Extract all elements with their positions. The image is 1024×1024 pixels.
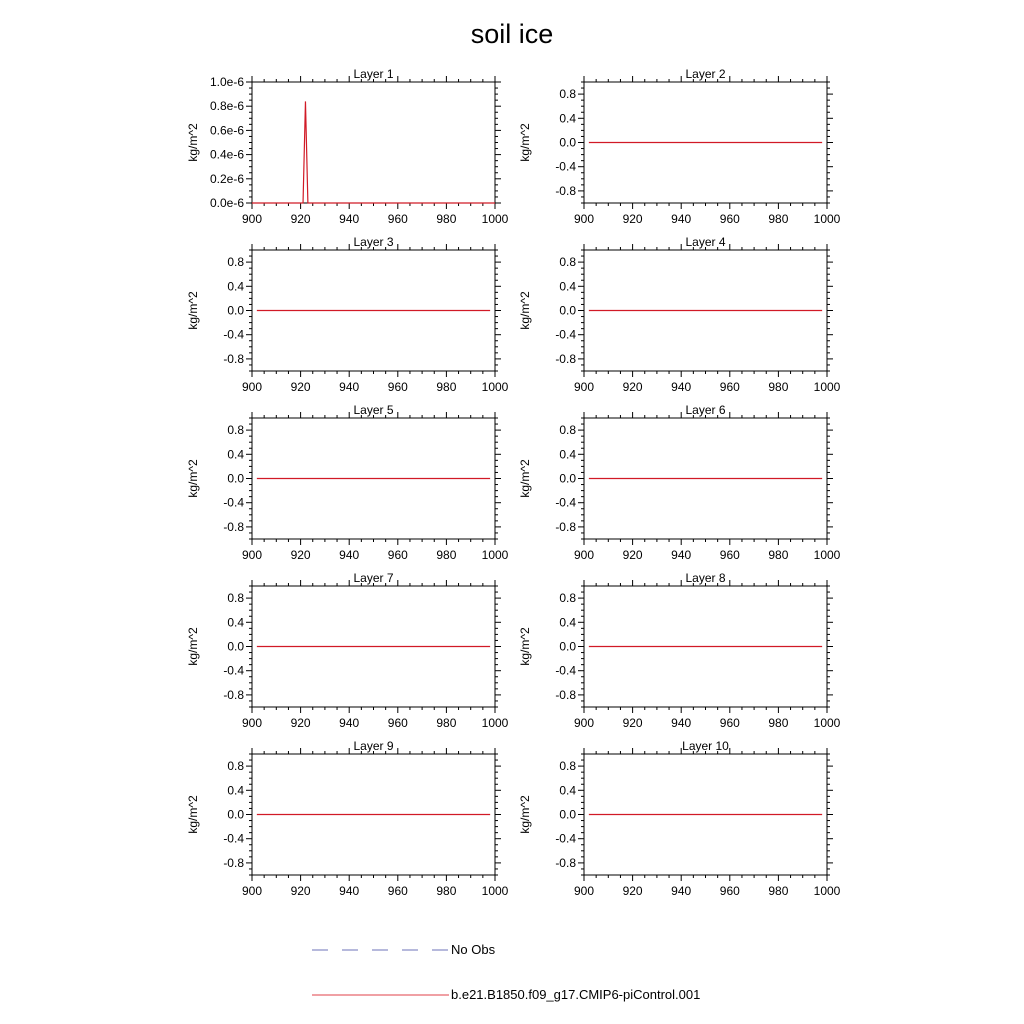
x-tick-label: 920	[622, 380, 643, 394]
x-tick-label: 920	[622, 716, 643, 730]
x-tick-label: 960	[387, 212, 408, 226]
y-tick-label: -0.4	[223, 495, 244, 510]
y-tick-label: 0.8	[559, 591, 576, 606]
y-axis-label: kg/m^2	[186, 627, 200, 666]
y-axis-label: kg/m^2	[186, 123, 200, 162]
legend-label-model: b.e21.B1850.f09_g17.CMIP6-piControl.001	[451, 987, 701, 1002]
x-tick-label: 980	[768, 548, 789, 562]
figure-title: soil ice	[470, 19, 554, 49]
x-tick-label: 1000	[481, 212, 509, 226]
x-tick-label: 900	[573, 212, 595, 226]
x-tick-label: 940	[671, 548, 692, 562]
panel-title: Layer 3	[353, 235, 394, 249]
y-tick-label: 0.8	[559, 423, 576, 438]
y-tick-label: 0.8	[227, 591, 244, 606]
x-tick-label: 940	[339, 716, 360, 730]
x-tick-label: 900	[573, 380, 595, 394]
y-tick-label: 0.4	[559, 111, 576, 126]
x-tick-label: 960	[719, 380, 740, 394]
x-tick-label: 900	[241, 884, 263, 898]
y-tick-label: -0.4	[223, 663, 244, 678]
panel-title: Layer 8	[685, 571, 726, 585]
y-tick-label: -0.4	[555, 663, 576, 678]
y-tick-label: 0.8	[227, 423, 244, 438]
y-axis-label: kg/m^2	[186, 459, 200, 498]
x-tick-label: 900	[573, 884, 595, 898]
y-tick-label: 0.6e-6	[209, 123, 244, 138]
x-tick-label: 960	[719, 884, 740, 898]
x-tick-label: 920	[622, 548, 643, 562]
x-tick-label: 1000	[481, 380, 509, 394]
y-tick-label: 0.0	[227, 639, 244, 654]
legend-label-no-obs: No Obs	[451, 942, 496, 957]
panel-title: Layer 10	[682, 739, 729, 753]
x-tick-label: 960	[719, 548, 740, 562]
y-tick-label: 0.4	[559, 447, 576, 462]
y-tick-label: -0.8	[555, 183, 576, 198]
x-tick-label: 960	[387, 548, 408, 562]
x-tick-label: 960	[387, 884, 408, 898]
y-tick-label: 0.0	[559, 135, 576, 150]
x-tick-label: 920	[622, 884, 643, 898]
y-tick-label: 0.4e-6	[209, 147, 244, 162]
y-tick-label: 0.8e-6	[209, 99, 244, 114]
y-tick-label: 1.0e-6	[209, 75, 244, 89]
y-axis-label: kg/m^2	[518, 123, 532, 162]
x-tick-label: 960	[387, 716, 408, 730]
x-tick-label: 1000	[813, 212, 841, 226]
y-tick-label: 0.0	[559, 639, 576, 654]
x-tick-label: 1000	[813, 548, 841, 562]
y-tick-label: 0.0	[227, 807, 244, 822]
x-tick-label: 940	[339, 212, 360, 226]
x-tick-label: 920	[290, 380, 311, 394]
y-tick-label: -0.4	[555, 495, 576, 510]
panel-title: Layer 5	[353, 403, 394, 417]
x-tick-label: 980	[768, 884, 789, 898]
y-tick-label: 0.4	[227, 447, 244, 462]
y-tick-label: 0.0	[227, 471, 244, 486]
x-tick-label: 1000	[481, 884, 509, 898]
x-tick-label: 980	[768, 212, 789, 226]
y-tick-label: 0.8	[227, 759, 244, 774]
y-tick-label: 0.8	[559, 87, 576, 102]
y-tick-label: -0.8	[223, 351, 244, 366]
y-tick-label: -0.8	[223, 687, 244, 702]
y-tick-label: -0.4	[555, 831, 576, 846]
x-tick-label: 940	[671, 884, 692, 898]
panel-title: Layer 6	[685, 403, 726, 417]
y-tick-label: -0.4	[223, 831, 244, 846]
x-tick-label: 940	[671, 716, 692, 730]
y-tick-label: 0.4	[227, 783, 244, 798]
x-tick-label: 980	[436, 884, 457, 898]
y-axis-label: kg/m^2	[186, 291, 200, 330]
y-tick-label: 0.4	[559, 279, 576, 294]
x-tick-label: 940	[339, 380, 360, 394]
x-tick-label: 1000	[813, 716, 841, 730]
y-axis-label: kg/m^2	[518, 459, 532, 498]
x-tick-label: 920	[290, 884, 311, 898]
y-tick-label: -0.4	[555, 159, 576, 174]
y-tick-label: 0.8	[559, 759, 576, 774]
y-tick-label: -0.4	[555, 327, 576, 342]
y-tick-label: 0.4	[559, 615, 576, 630]
x-tick-label: 1000	[481, 548, 509, 562]
y-tick-label: -0.4	[223, 327, 244, 342]
x-tick-label: 980	[436, 212, 457, 226]
y-tick-label: -0.8	[223, 855, 244, 870]
x-tick-label: 920	[622, 212, 643, 226]
panel-title: Layer 1	[353, 67, 394, 81]
y-axis-label: kg/m^2	[518, 291, 532, 330]
y-axis-label: kg/m^2	[186, 795, 200, 834]
y-tick-label: -0.8	[555, 855, 576, 870]
x-tick-label: 940	[339, 884, 360, 898]
x-tick-label: 900	[241, 380, 263, 394]
y-tick-label: 0.4	[559, 783, 576, 798]
y-tick-label: 0.0	[227, 303, 244, 318]
panel-title: Layer 9	[353, 739, 394, 753]
x-tick-label: 900	[241, 716, 263, 730]
x-tick-label: 980	[436, 548, 457, 562]
x-tick-label: 960	[719, 212, 740, 226]
y-tick-label: -0.8	[555, 687, 576, 702]
y-axis-label: kg/m^2	[518, 627, 532, 666]
x-tick-label: 900	[573, 716, 595, 730]
x-tick-label: 960	[719, 716, 740, 730]
x-tick-label: 1000	[481, 716, 509, 730]
x-tick-label: 920	[290, 548, 311, 562]
x-tick-label: 980	[436, 380, 457, 394]
y-tick-label: -0.8	[555, 519, 576, 534]
panel-title: Layer 2	[685, 67, 726, 81]
x-tick-label: 900	[241, 212, 263, 226]
x-tick-label: 940	[671, 212, 692, 226]
panel-title: Layer 4	[685, 235, 726, 249]
y-axis-label: kg/m^2	[518, 795, 532, 834]
x-tick-label: 960	[387, 380, 408, 394]
y-tick-label: 0.4	[227, 615, 244, 630]
y-tick-label: -0.8	[223, 519, 244, 534]
x-tick-label: 1000	[813, 380, 841, 394]
x-tick-label: 1000	[813, 884, 841, 898]
x-tick-label: 900	[241, 548, 263, 562]
x-tick-label: 940	[339, 548, 360, 562]
y-tick-label: 0.4	[227, 279, 244, 294]
x-tick-label: 940	[671, 380, 692, 394]
x-tick-label: 980	[768, 716, 789, 730]
y-tick-label: -0.8	[555, 351, 576, 366]
x-tick-label: 920	[290, 212, 311, 226]
y-tick-label: 0.0	[559, 471, 576, 486]
x-tick-label: 980	[768, 380, 789, 394]
x-tick-label: 900	[573, 548, 595, 562]
panel-title: Layer 7	[353, 571, 394, 585]
y-tick-label: 0.8	[559, 255, 576, 270]
x-tick-label: 980	[436, 716, 457, 730]
y-tick-label: 0.2e-6	[209, 171, 244, 186]
x-tick-label: 920	[290, 716, 311, 730]
y-tick-label: 0.0	[559, 807, 576, 822]
y-tick-label: 0.0	[559, 303, 576, 318]
y-tick-label: 0.8	[227, 255, 244, 270]
y-tick-label: 0.0e-6	[209, 196, 244, 210]
